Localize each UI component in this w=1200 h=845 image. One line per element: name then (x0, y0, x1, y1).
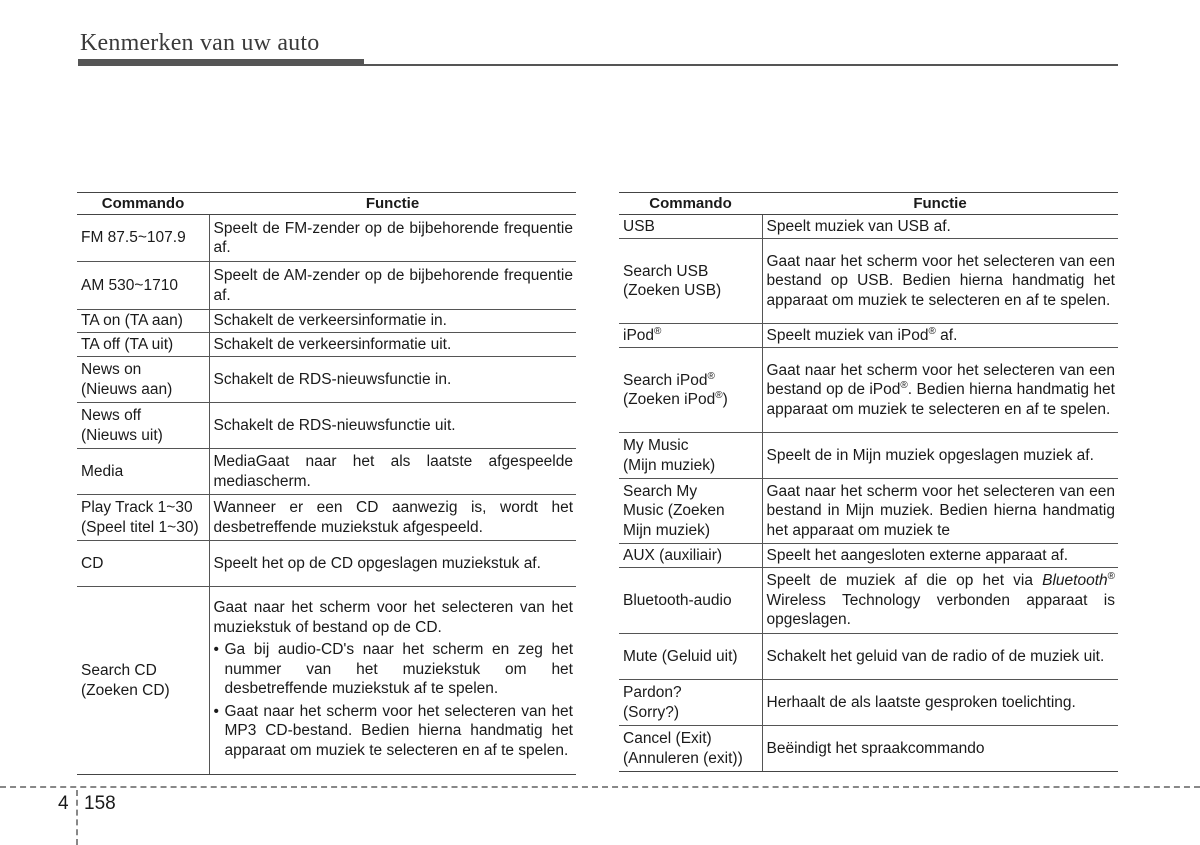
function-cell: Speelt muziek van iPod® af. (762, 324, 1118, 348)
function-cell (209, 587, 576, 775)
function-cell: Speelt de AM-zender op de bijbehorende frequentie af. (209, 262, 576, 310)
function-cell: Speelt het aangesloten externe apparaat af. (762, 544, 1118, 568)
list-item: • Gaat naar het scherm voor het selecteren van het MP3 CD-bestand. Bedien hierna handmatig het apparaat om muziek te selecteren en af te spelen. (214, 702, 574, 761)
table-header-row (77, 193, 576, 215)
command-cell: AUX (auxiliair) (619, 544, 762, 568)
function-cell: Speelt muziek van USB af. (762, 215, 1118, 239)
table-row (77, 333, 576, 357)
column-header-function: Functie (209, 193, 576, 215)
command-cell: CD (77, 541, 209, 587)
table-row (619, 680, 1118, 726)
function-cell: Gaat naar het scherm voor het selecteren van een bestand in Mijn muziek. Bedien hierna handmatig het apparaat om muziek te (762, 479, 1118, 544)
command-cell: Bluetooth-audio (619, 568, 762, 634)
page-header-title: Kenmerken van uw auto (80, 30, 320, 56)
function-cell: Wanneer er een CD aanwezig is, wordt het desbetreffende muziekstuk afgespeeld. (209, 495, 576, 541)
command-cell: TA off (TA uit) (77, 333, 209, 357)
function-cell: Herhaalt de als laatste gesproken toelichting. (762, 680, 1118, 726)
command-cell: Search iPod® (Zoeken iPod®) (619, 348, 762, 433)
command-cell: TA on (TA aan) (77, 310, 209, 333)
column-header-command: Commando (619, 193, 762, 215)
table-row (77, 357, 576, 403)
function-cell: Schakelt de RDS-nieuwsfunctie in. (209, 357, 576, 403)
command-cell: My Music (Mijn muziek) (619, 433, 762, 479)
command-cell: Play Track 1~30 (Speel titel 1~30) (77, 495, 209, 541)
command-cell: Search CD (Zoeken CD) (77, 587, 209, 775)
table-row (619, 433, 1118, 479)
command-cell: FM 87.5~107.9 (77, 215, 209, 262)
function-cell: Gaat naar het scherm voor het selecteren van een bestand op USB. Bedien hierna handmatig het apparaat om muziek te selecteren en af te spelen. (762, 239, 1118, 324)
command-cell: Pardon? (Sorry?) (619, 680, 762, 726)
footer-dashed-divider (76, 790, 78, 845)
command-cell: Media (77, 449, 209, 495)
table-row (619, 239, 1118, 324)
function-text: Gaat naar het scherm voor het selecteren van het muziekstuk of bestand op de CD. (213, 599, 573, 636)
function-cell: Schakelt de RDS-nieuwsfunctie uit. (209, 403, 576, 449)
footer-dashed-rule (0, 786, 1200, 788)
table-row (77, 587, 576, 775)
command-cell: Search USB (Zoeken USB) (619, 239, 762, 324)
function-cell: Speelt de in Mijn muziek opgeslagen muziek af. (762, 433, 1118, 479)
function-cell: Speelt de FM-zender op de bijbehorende frequentie af. (209, 215, 576, 262)
command-cell: Cancel (Exit) (Annuleren (exit)) (619, 726, 762, 772)
function-cell: MediaGaat naar het als laatste afgespeelde mediascherm. (209, 449, 576, 495)
function-cell: Speelt de muziek af die op het via Bluetooth® Wireless Technology verbonden apparaat is opgeslagen. (762, 568, 1118, 634)
command-cell: AM 530~1710 (77, 262, 209, 310)
table-row (619, 634, 1118, 680)
command-cell: Search My Music (Zoeken Mijn muziek) (619, 479, 762, 544)
command-cell: Mute (Geluid uit) (619, 634, 762, 680)
table-row (77, 495, 576, 541)
page-number: 158 (84, 793, 116, 814)
table-row (77, 262, 576, 310)
command-cell: iPod® (619, 324, 762, 348)
table-row (77, 215, 576, 262)
function-cell: Schakelt de verkeersinformatie in. (209, 310, 576, 333)
function-cell: Beëindigt het spraakcommando (762, 726, 1118, 772)
list-item: • Ga bij audio-CD's naar het scherm en zeg het nummer van het muziekstuk om het desbetreffende muziekstuk af te spelen. (214, 640, 574, 699)
chapter-number: 4 (58, 793, 69, 814)
command-cell: USB (619, 215, 762, 239)
bullet-list (214, 640, 574, 760)
table-row (619, 348, 1118, 433)
command-table-left (77, 192, 576, 775)
table-row (619, 726, 1118, 772)
function-cell: Schakelt de verkeersinformatie uit. (209, 333, 576, 357)
function-cell: Gaat naar het scherm voor het selecteren van een bestand op de iPod®. Bedien hierna handmatig het apparaat om muziek te selecteren en af te spelen. (762, 348, 1118, 433)
table-row (77, 449, 576, 495)
table-row (77, 541, 576, 587)
table-row (77, 403, 576, 449)
table-header-row (619, 193, 1118, 215)
table-row (619, 324, 1118, 348)
command-cell: News off (Nieuws uit) (77, 403, 209, 449)
table-row (77, 310, 576, 333)
command-cell: News on (Nieuws aan) (77, 357, 209, 403)
header-rule (78, 64, 1118, 66)
function-cell: Schakelt het geluid van de radio of de muziek uit. (762, 634, 1118, 680)
table-row (619, 568, 1118, 634)
function-cell: Speelt het op de CD opgeslagen muziekstuk af. (209, 541, 576, 587)
column-header-function: Functie (762, 193, 1118, 215)
table-row (619, 544, 1118, 568)
table-row (619, 215, 1118, 239)
command-table-right (619, 192, 1118, 772)
column-header-command: Commando (77, 193, 209, 215)
table-row (619, 479, 1118, 544)
